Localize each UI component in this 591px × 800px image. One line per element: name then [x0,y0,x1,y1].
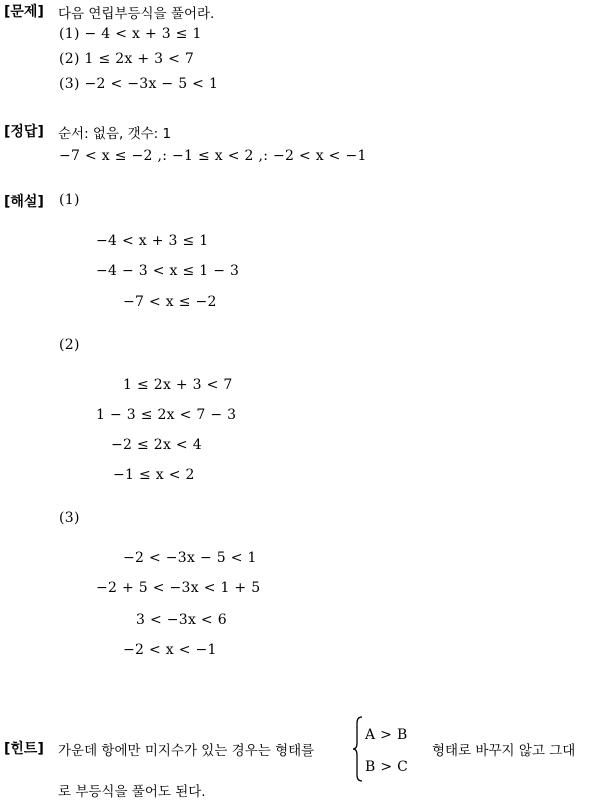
hint-case-1: A > B [365,727,408,743]
solution-label: [해설] [4,194,44,210]
problem-label: [문제] [4,4,44,20]
solution-part-1-number: (1) [59,192,80,208]
hint-case-2: B > C [365,759,409,775]
solution-part-3-step-3: 3 < −3x < 6 [136,612,227,628]
solution-part-3-step-1: −2 < −3x − 5 < 1 [123,550,257,566]
solution-part-1-step-2: −4 − 3 < x ≤ 1 − 3 [96,263,240,279]
problem-item-3: (3) −2 < −3x − 5 < 1 [59,76,219,92]
problem-instruction: 다음 연립부등식을 풀어라. [58,6,215,22]
hint-label: [힌트] [4,741,44,757]
solution-part-3-step-2: −2 + 5 < −3x < 1 + 5 [96,580,261,596]
solution-part-2-number: (2) [59,337,80,353]
hint-text-line2: 로 부등식을 풀어도 된다. [58,784,206,800]
solution-part-2-step-4: −1 ≤ x < 2 [113,467,195,483]
problem-item-2: (2) 1 ≤ 2x + 3 < 7 [59,51,195,67]
hint-text-before: 가운데 항에만 미지수가 있는 경우는 형태를 [58,743,315,759]
answer-label: [정답] [4,124,44,140]
hint-text-after: 형태로 바꾸지 않고 그대 [432,743,576,759]
problem-item-1: (1) − 4 < x + 3 ≤ 1 [59,26,202,42]
solution-part-2-step-3: −2 ≤ 2x < 4 [111,437,202,453]
solution-part-1-step-3: −7 < x ≤ −2 [123,294,217,310]
solution-part-2-step-1: 1 ≤ 2x + 3 < 7 [123,377,233,393]
solution-part-1-step-1: −4 < x + 3 ≤ 1 [96,233,209,249]
solution-part-3-number: (3) [59,510,80,526]
solution-part-3-step-4: −2 < x < −1 [123,642,217,658]
answer-order-count: 순서: 없음, 갯수: 1 [58,126,172,142]
hint-case-brace [352,716,412,782]
left-brace-icon [352,716,364,782]
solution-part-2-step-2: 1 − 3 ≤ 2x < 7 − 3 [96,407,237,423]
answer-solutions: −7 < x ≤ −2 ,: −1 ≤ x < 2 ,: −2 < x < −1 [59,148,367,164]
